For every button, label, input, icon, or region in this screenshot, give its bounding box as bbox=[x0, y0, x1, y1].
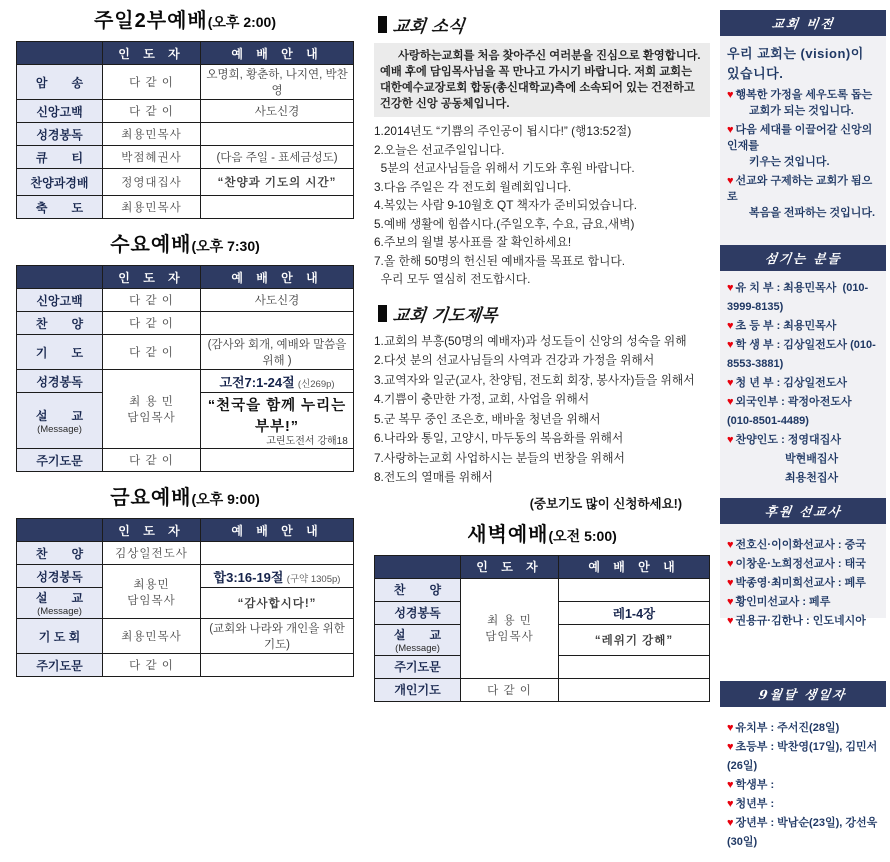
news-item: 4.복있는 사람 9-10월호 QT 책자가 준비되었습니다. bbox=[374, 198, 638, 212]
row-guide bbox=[559, 655, 710, 678]
row-guide bbox=[559, 578, 710, 601]
row-label: 찬 양 bbox=[17, 312, 103, 335]
news-item: 5.예배 생활에 힘씁시다.(주일오후, 수요, 금요,새벽) bbox=[374, 216, 635, 231]
left-column bbox=[16, 8, 354, 677]
title-time: (오전 5:00) bbox=[548, 527, 617, 544]
missionary-item bbox=[727, 536, 879, 555]
vision-line: 키우는 것입니다. bbox=[749, 156, 830, 168]
title-time: (오후 2:00) bbox=[207, 14, 277, 30]
table-row bbox=[17, 335, 354, 370]
row-guide bbox=[201, 542, 354, 565]
title-text: 주일2부예배 bbox=[93, 10, 208, 32]
title-text: 금요예배 bbox=[110, 487, 192, 509]
table-row bbox=[375, 578, 710, 601]
row-guide bbox=[201, 196, 354, 219]
row-leader-merged bbox=[103, 565, 201, 619]
friday-worship-table bbox=[16, 518, 354, 677]
row-leader: 박점혜권사 bbox=[103, 146, 201, 169]
heart-icon: ♥ bbox=[727, 798, 734, 810]
servant-item bbox=[727, 431, 879, 450]
label-main: 설 교 bbox=[35, 591, 84, 605]
table-row bbox=[17, 619, 354, 654]
col-guide: 예 배 안 내 bbox=[559, 555, 710, 578]
table-row bbox=[17, 289, 354, 312]
wednesday-worship-title bbox=[16, 232, 354, 259]
vision-band bbox=[720, 10, 886, 36]
heart-icon: ♥ bbox=[727, 434, 734, 446]
prayer-item: 2.다섯 분의 선교사님들의 사역과 건강과 가정을 위해서 bbox=[374, 353, 655, 367]
birthday-item bbox=[727, 719, 879, 738]
servant-item-cont: 최용천집사 bbox=[785, 472, 839, 484]
leader-name: 최용민 bbox=[133, 578, 170, 591]
label-sub: (Message) bbox=[395, 642, 440, 654]
row-leader-merged bbox=[461, 578, 559, 678]
row-leader: 정영대집사 bbox=[103, 169, 201, 196]
table-row bbox=[17, 65, 354, 100]
table-row bbox=[17, 542, 354, 565]
vision-line: 선교와 구제하는 교회가 됨으로 bbox=[727, 175, 873, 203]
row-leader: 최용민목사 bbox=[103, 619, 201, 654]
row-guide bbox=[559, 601, 710, 624]
leader-title: 담임목사 bbox=[485, 631, 534, 643]
table-row bbox=[17, 123, 354, 146]
prayer-header-text: 교회 기도제목 bbox=[391, 305, 499, 326]
section-bar-icon bbox=[378, 16, 387, 33]
row-leader: 다 같 이 bbox=[103, 65, 201, 100]
row-guide bbox=[201, 449, 354, 472]
dawn-worship-table bbox=[374, 555, 710, 702]
missionaries-body bbox=[720, 524, 886, 641]
prayer-item: 8.전도의 열매를 위해서 bbox=[374, 470, 493, 484]
missionary-text: 박종영·최미희선교사 : 페루 bbox=[735, 577, 866, 589]
section-bar-icon bbox=[378, 305, 387, 322]
row-guide bbox=[201, 654, 354, 677]
col-guide: 예 배 안 내 bbox=[201, 266, 354, 289]
birthday-text: 유치부 : 주서진(28일) bbox=[735, 722, 840, 734]
servant-text: 유 치 부 : 최용민목사 (010-3999-8135) bbox=[727, 282, 869, 313]
servant-item bbox=[727, 393, 879, 431]
title-text: 수요예배 bbox=[110, 234, 192, 256]
heart-icon: ♥ bbox=[727, 558, 734, 570]
servant-text: 학 생 부 : 김상일전도사 (010-8553-3881) bbox=[727, 339, 876, 370]
row-leader: 다 같 이 bbox=[103, 654, 201, 677]
title-time: (오후 7:30) bbox=[191, 238, 260, 254]
servant-item-cont: 박현배집사 bbox=[785, 453, 839, 465]
col-guide: 예 배 안 내 bbox=[201, 519, 354, 542]
row-label: 찬 양 bbox=[17, 542, 103, 565]
label-sub: (Message) bbox=[37, 606, 82, 617]
table-row bbox=[375, 678, 710, 701]
missionary-text: 황인미선교사 : 페루 bbox=[735, 596, 831, 608]
birthday-item bbox=[727, 814, 879, 852]
news-item: 1.2014년도 “기쁨의 주인공이 됩시다!” (행13:52절) bbox=[374, 124, 632, 138]
row-leader: 최용민목사 bbox=[103, 196, 201, 219]
sermon-series: 고린도전서 강해18 bbox=[266, 436, 348, 447]
row-label bbox=[375, 624, 461, 655]
vision-item bbox=[727, 173, 879, 221]
table-header-row bbox=[17, 519, 354, 542]
row-leader: 다 같 이 bbox=[103, 289, 201, 312]
right-panel bbox=[720, 10, 886, 848]
missionary-text: 전호신·이이화선교사 : 중국 bbox=[735, 539, 866, 551]
row-label: 암 송 bbox=[17, 65, 103, 100]
birthday-text: 청년부 : bbox=[735, 798, 775, 810]
table-header-row bbox=[17, 42, 354, 65]
prayer-item: 3.교역자와 일군(교사, 찬양팀, 전도회 회장, 봉사자)들을 위해서 bbox=[374, 372, 695, 387]
row-leader-merged bbox=[103, 370, 201, 449]
row-guide: (교회와 나라와 개인을 위한 기도) bbox=[201, 619, 354, 654]
col-leader: 인 도 자 bbox=[103, 519, 201, 542]
dawn-worship-title bbox=[374, 522, 710, 549]
title-time: (오후 9:00) bbox=[191, 491, 260, 507]
scripture-ref: 합3:16-19절 bbox=[213, 569, 284, 585]
row-label: 개인기도 bbox=[375, 678, 461, 701]
birthday-text: 초등부 : 박찬영(17일), 김민서(26일) bbox=[727, 741, 878, 772]
servant-text: 초 등 부 : 최용민목사 bbox=[735, 320, 837, 332]
row-label: 기 도 회 bbox=[17, 619, 103, 654]
col-leader: 인 도 자 bbox=[103, 42, 201, 65]
heart-icon: ♥ bbox=[727, 577, 734, 589]
row-guide: 사도신경 bbox=[201, 289, 354, 312]
heart-icon: ♥ bbox=[727, 741, 734, 753]
row-label: 찬양과경배 bbox=[17, 169, 103, 196]
servant-text: 청 년 부 : 김상일전도사 bbox=[735, 377, 848, 389]
heart-icon: ♥ bbox=[727, 124, 734, 136]
scripture-ref: 고전7:1-24절 bbox=[219, 374, 295, 390]
missionary-item bbox=[727, 593, 879, 612]
servant-item bbox=[727, 279, 879, 317]
col-leader: 인 도 자 bbox=[103, 266, 201, 289]
prayer-list bbox=[374, 332, 710, 488]
row-label: 축 도 bbox=[17, 196, 103, 219]
row-guide: 사도신경 bbox=[201, 100, 354, 123]
row-guide bbox=[201, 565, 354, 588]
scripture-page: (신269p) bbox=[297, 378, 335, 390]
table-row bbox=[17, 565, 354, 588]
scripture-ref: 레1-4장 bbox=[612, 606, 656, 621]
news-item: 우리 모두 열심히 전도합시다. bbox=[374, 272, 531, 286]
row-guide bbox=[201, 123, 354, 146]
heart-icon: ♥ bbox=[727, 339, 734, 351]
heart-icon: ♥ bbox=[727, 320, 734, 332]
row-leader: 다 같 이 bbox=[103, 100, 201, 123]
heart-icon: ♥ bbox=[727, 377, 734, 389]
table-row bbox=[17, 100, 354, 123]
sunday-worship-title bbox=[16, 8, 354, 35]
servant-item bbox=[727, 336, 879, 374]
prayer-section-header bbox=[378, 301, 710, 326]
row-label: 기 도 bbox=[17, 335, 103, 370]
prayer-item: 6.나라와 통일, 고양시, 마두동의 복음화를 위해서 bbox=[374, 431, 624, 445]
welcome-intro-box: 사랑하는교회를 처음 찾아주신 여러분을 진심으로 환영합니다. 예배 후에 담임목사님을 꼭 만나고 가시기 바랍니다. 저희 교회는 대한예수교장로회 합동(총신대학교)측에 소속되어 있는 건전하고 건강한 신앙 공동체입니다. bbox=[374, 43, 710, 117]
table-row bbox=[17, 169, 354, 196]
wednesday-worship-table bbox=[16, 265, 354, 472]
row-leader: 다 같 이 bbox=[103, 449, 201, 472]
missionary-text: 이창운·노희정선교사 : 태국 bbox=[735, 558, 866, 570]
vision-line: 행복한 가정을 세우도록 돕는 bbox=[735, 89, 873, 101]
sermon-title: “천국을 함께 누리는 부부!” bbox=[207, 398, 347, 435]
header-blank-cell bbox=[17, 266, 103, 289]
row-leader: 최용민목사 bbox=[103, 123, 201, 146]
servant-item bbox=[727, 317, 879, 336]
vision-line: 복음을 전파하는 것입니다. bbox=[749, 207, 876, 219]
news-item: 7.올 한해 50명의 헌신된 예배자를 목표로 합니다. bbox=[374, 253, 626, 268]
heart-icon: ♥ bbox=[727, 89, 734, 101]
missionary-item bbox=[727, 555, 879, 574]
table-row bbox=[17, 654, 354, 677]
table-row bbox=[17, 146, 354, 169]
row-label: 신앙고백 bbox=[17, 289, 103, 312]
leader-name: 최 용 민 bbox=[129, 396, 174, 408]
missionaries-band bbox=[720, 498, 886, 524]
label-main: 설 교 bbox=[393, 627, 442, 642]
row-guide-quote: “찬양과 기도의 시간” bbox=[201, 169, 354, 196]
heart-icon: ♥ bbox=[727, 722, 734, 734]
row-label: 주기도문 bbox=[375, 655, 461, 678]
missionary-item bbox=[727, 574, 879, 593]
table-header-row bbox=[17, 266, 354, 289]
birthday-text: 학생부 : bbox=[735, 779, 775, 791]
prayer-item: 7.사랑하는교회 사업하시는 분들의 번창을 위해서 bbox=[374, 450, 625, 465]
table-row bbox=[17, 196, 354, 219]
label-main: 설 교 bbox=[35, 408, 84, 423]
missionary-text: 권용규·김한나 : 인도네시아 bbox=[735, 615, 866, 627]
news-header-text: 교회 소식 bbox=[391, 17, 466, 37]
prayer-note: (중보기도 많이 신청하세요!) bbox=[529, 496, 682, 511]
news-item: 5분의 선교사님들을 위해서 기도와 후원 바랍니다. bbox=[374, 161, 635, 175]
table-row bbox=[17, 312, 354, 335]
row-guide-quote: “감사합시다!” bbox=[201, 588, 354, 619]
news-item: 2.오늘은 선교주일입니다. bbox=[374, 142, 505, 157]
row-label bbox=[17, 588, 103, 619]
row-leader: 다 같 이 bbox=[461, 678, 559, 701]
missionary-item bbox=[727, 612, 879, 631]
servants-body bbox=[720, 271, 886, 498]
vision-body bbox=[720, 36, 886, 231]
servants-band bbox=[720, 245, 886, 271]
birthdays-band bbox=[720, 681, 886, 707]
row-guide-quote: “레위기 강해” bbox=[559, 624, 710, 655]
row-label: 성경봉독 bbox=[375, 601, 461, 624]
row-label bbox=[17, 393, 103, 449]
vision-header-text: 교회 비전 bbox=[770, 16, 836, 31]
row-label: 성경봉독 bbox=[17, 370, 103, 393]
header-blank-cell bbox=[375, 555, 461, 578]
row-leader: 다 같 이 bbox=[103, 312, 201, 335]
vision-line: 교회가 되는 것입니다. bbox=[749, 105, 854, 117]
vision-item bbox=[727, 87, 879, 119]
heart-icon: ♥ bbox=[727, 396, 734, 408]
row-guide: (다음 주일 - 표세금성도) bbox=[201, 146, 354, 169]
birthdays-header-text: 9월달 생일자 bbox=[758, 687, 848, 702]
birthday-text: 장년부 : 박남순(23일), 강선욱(30일) bbox=[727, 817, 878, 848]
row-label: 성경봉독 bbox=[17, 123, 103, 146]
servant-text: 외국인부 : 곽정아전도사 (010-8501-4489) bbox=[727, 396, 855, 427]
row-guide bbox=[201, 312, 354, 335]
title-text: 새벽예배 bbox=[467, 523, 549, 546]
row-guide bbox=[201, 370, 354, 393]
news-list bbox=[374, 122, 710, 289]
row-label: 주기도문 bbox=[17, 654, 103, 677]
scripture-page: (구약 1305p) bbox=[286, 573, 341, 585]
row-leader: 다 같 이 bbox=[103, 335, 201, 370]
servant-item bbox=[727, 374, 879, 393]
birthday-item bbox=[727, 795, 879, 814]
row-label: 신앙고백 bbox=[17, 100, 103, 123]
row-guide bbox=[559, 678, 710, 701]
leader-name: 최 용 민 bbox=[487, 615, 532, 627]
row-label: 찬 양 bbox=[375, 578, 461, 601]
heart-icon: ♥ bbox=[727, 282, 734, 294]
header-blank-cell bbox=[17, 42, 103, 65]
friday-worship-title bbox=[16, 485, 354, 512]
row-leader: 김상일전도사 bbox=[103, 542, 201, 565]
news-section-header bbox=[378, 12, 710, 37]
leader-title: 담임목사 bbox=[127, 412, 176, 424]
news-item: 6.주보의 월별 봉사표를 잘 확인하세요! bbox=[374, 235, 572, 249]
vision-line: 다음 세대를 이끌어갈 신앙의 인재를 bbox=[727, 124, 873, 152]
prayer-item: 5.군 복무 중인 조은호, 배바울 청년을 위해서 bbox=[374, 411, 601, 426]
leader-title: 담임목사 bbox=[127, 594, 176, 607]
row-guide: (감사와 회개, 예배와 말씀을 위해 ) bbox=[201, 335, 354, 370]
heart-icon: ♥ bbox=[727, 779, 734, 791]
col-leader: 인 도 자 bbox=[461, 555, 559, 578]
servant-text: 찬양인도 : 정영대집사 bbox=[735, 434, 841, 446]
table-row bbox=[17, 370, 354, 393]
row-label: 주기도문 bbox=[17, 449, 103, 472]
servants-header-text: 섬기는 분들 bbox=[763, 251, 843, 266]
middle-column bbox=[374, 8, 710, 702]
row-label: 큐 티 bbox=[17, 146, 103, 169]
heart-icon: ♥ bbox=[727, 615, 734, 627]
birthdays-body bbox=[720, 707, 886, 862]
birthday-item bbox=[727, 738, 879, 776]
row-guide-quote bbox=[201, 393, 354, 449]
label-sub: (Message) bbox=[37, 423, 82, 435]
birthday-item bbox=[727, 776, 879, 795]
news-item: 3.다음 주일은 각 전도회 월례회입니다. bbox=[374, 179, 572, 194]
heart-icon: ♥ bbox=[727, 175, 734, 187]
heart-icon: ♥ bbox=[727, 817, 734, 829]
table-row bbox=[17, 449, 354, 472]
header-blank-cell bbox=[17, 519, 103, 542]
sunday-worship-table bbox=[16, 41, 354, 219]
heart-icon: ♥ bbox=[727, 539, 734, 551]
heart-icon: ♥ bbox=[727, 596, 734, 608]
vision-title: 우리 교회는 (vision)이 있습니다. bbox=[727, 46, 864, 81]
col-guide: 예 배 안 내 bbox=[201, 42, 354, 65]
prayer-item: 1.교회의 부흥(50명의 예배자)과 성도들이 신앙의 성숙을 위해 bbox=[374, 333, 687, 348]
row-label: 성경봉독 bbox=[17, 565, 103, 588]
missionaries-header-text: 후원 선교사 bbox=[763, 504, 843, 519]
table-header-row bbox=[375, 555, 710, 578]
vision-item bbox=[727, 122, 879, 170]
row-guide: 오명희, 황춘하, 나지연, 박찬영 bbox=[201, 65, 354, 100]
prayer-item: 4.기쁨이 충만한 가정, 교회, 사업을 위해서 bbox=[374, 392, 590, 406]
